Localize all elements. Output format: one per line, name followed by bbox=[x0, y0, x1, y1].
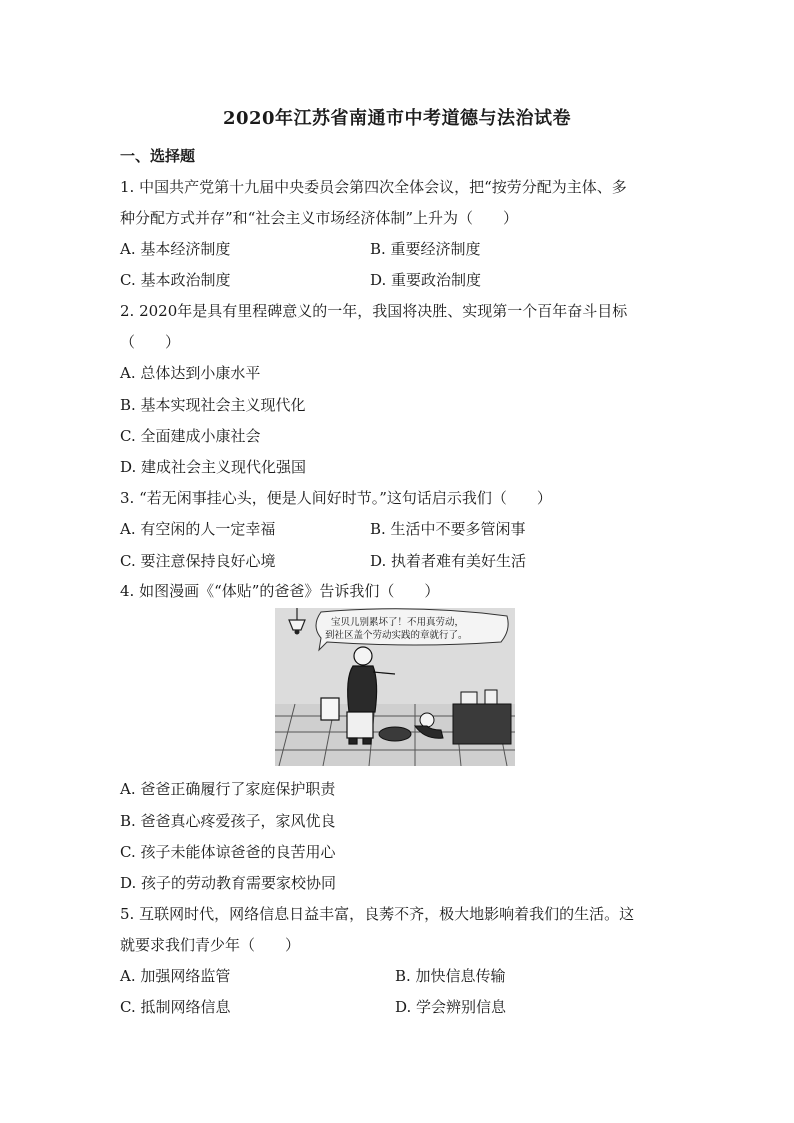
q1-option-b: B. 重要经济制度 bbox=[370, 240, 481, 258]
q1-option-a: A. 基本经济制度 bbox=[120, 240, 231, 258]
cartoon-caption-2: 到社区盖个劳动实践的章就行了。 bbox=[325, 630, 468, 641]
q3-option-a: A. 有空闲的人一定幸福 bbox=[120, 520, 276, 538]
q1-option-d: D. 重要政治制度 bbox=[370, 271, 482, 289]
q4-option-c: C. 孩子未能体谅爸爸的良苦用心 bbox=[120, 843, 336, 861]
q1-stem-line1: 1. 中国共产党第十九届中央委员会第四次全体会议，把“按劳分配为主体、多 bbox=[120, 178, 627, 196]
section-heading: 一、选择题 bbox=[120, 147, 196, 165]
q5-stem-line2: 就要求我们青少年（ ） bbox=[120, 936, 301, 954]
q5-option-d: D. 学会辨别信息 bbox=[395, 998, 507, 1016]
q2-option-c: C. 全面建成小康社会 bbox=[120, 427, 261, 445]
q5-option-a: A. 加强网络监管 bbox=[120, 967, 231, 985]
q3-option-d: D. 执着者难有美好生活 bbox=[370, 552, 527, 570]
q4-stem: 4. 如图漫画《“体贴”的爸爸》告诉我们（ ） bbox=[120, 582, 440, 600]
q1-stem-line2: 种分配方式并存”和“社会主义市场经济体制”上升为（ ） bbox=[120, 209, 519, 227]
q3-option-c: C. 要注意保持良好心境 bbox=[120, 552, 276, 570]
q5-option-c: C. 抵制网络信息 bbox=[120, 998, 231, 1016]
q4-option-b: B. 爸爸真心疼爱孩子，家风优良 bbox=[120, 812, 336, 830]
q2-stem-line1: 2. 2020年是具有里程碑意义的一年，我国将决胜、实现第一个百年奋斗目标 bbox=[120, 302, 628, 320]
q2-stem-line2: （ ） bbox=[120, 333, 181, 351]
q1-option-c: C. 基本政治制度 bbox=[120, 271, 231, 289]
q2-option-d: D. 建成社会主义现代化强国 bbox=[120, 458, 307, 476]
cartoon-illustration bbox=[275, 608, 515, 766]
q2-option-a: A. 总体达到小康水平 bbox=[120, 364, 261, 382]
exam-title: 2020年江苏省南通市中考道德与法治试卷 bbox=[222, 108, 572, 129]
q2-option-b: B. 基本实现社会主义现代化 bbox=[120, 396, 306, 414]
q5-stem-line1: 5. 互联网时代，网络信息日益丰富，良莠不齐，极大地影响着我们的生活。这 bbox=[120, 905, 635, 923]
cartoon-caption-1: 宝贝儿别累坏了！不用真劳动， bbox=[331, 617, 465, 628]
q3-stem: 3. “若无闲事挂心头，便是人间好时节。”这句话启示我们（ ） bbox=[120, 489, 552, 507]
q4-option-a: A. 爸爸正确履行了家庭保护职责 bbox=[120, 780, 336, 798]
q3-option-b: B. 生活中不要多管闲事 bbox=[370, 520, 526, 538]
q4-option-d: D. 孩子的劳动教育需要家校协同 bbox=[120, 874, 337, 892]
q5-option-b: B. 加快信息传输 bbox=[395, 967, 506, 985]
